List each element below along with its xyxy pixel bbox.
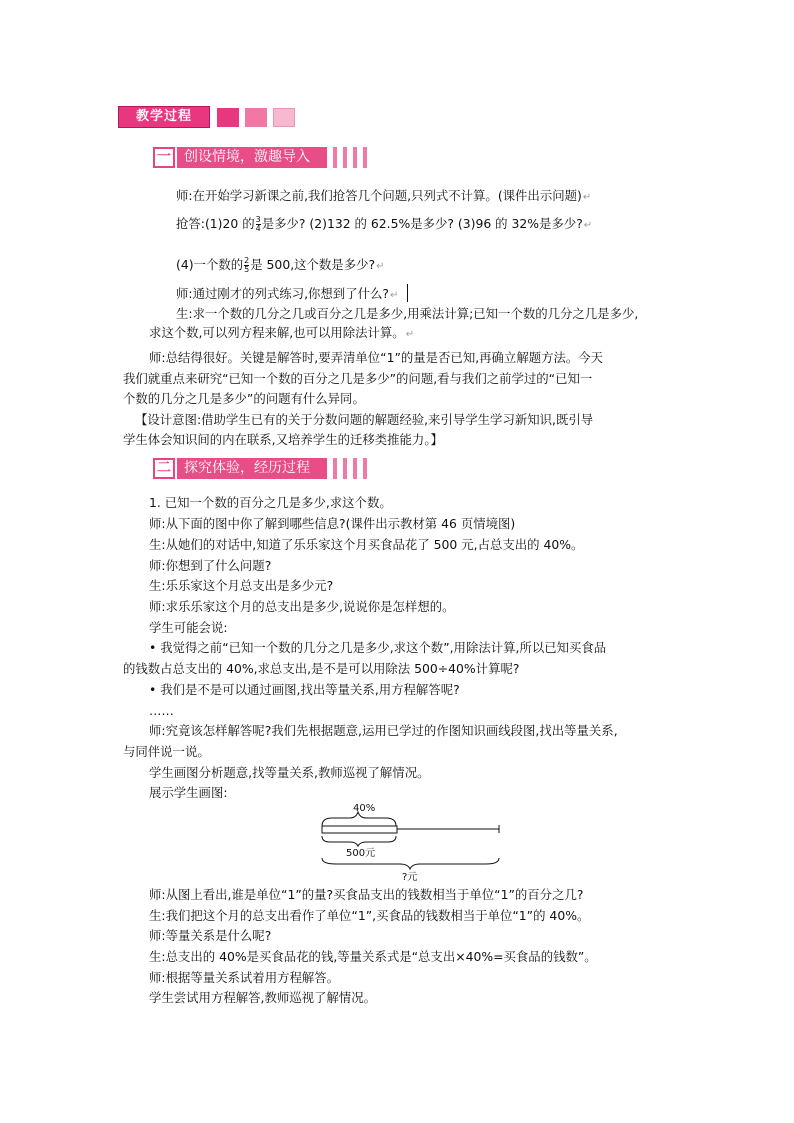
bullet-item-continued: 的钱数占总支出的 40%,求总支出,是不是可以用除法 500÷40%计算呢? — [123, 661, 520, 676]
paragraph: 师:等量关系是什么呢? — [149, 928, 272, 943]
text: 师:在开始学习新课之前,我们抢答几个问题,只列式不计算。(课件出示问题) — [176, 188, 582, 203]
section-1-heading — [153, 147, 368, 168]
paragraph: 1. 已知一个数的百分之几是多少,求这个数。 — [149, 495, 392, 510]
stripe — [343, 147, 347, 168]
paragraph: 学生可能会说: — [149, 620, 228, 635]
paragraph: 生:总支出的 40%是买食品花的钱,等量关系式是“总支出×40%=买食品的钱数”。 — [149, 949, 597, 964]
paragraph: 师:从下面的图中你了解到哪些信息?(课件出示教材第 46 页情境图) — [149, 516, 516, 531]
food-segment — [322, 826, 397, 833]
paragraph: 师:你想到了什么问题? — [149, 558, 272, 573]
text: 是多少? (2)132 的 62.5%是多少? (3)96 的 32%是多少? — [261, 216, 583, 231]
denominator: 4 — [255, 224, 261, 233]
paragraph: 生:从她们的对话中,知道了乐乐家这个月买食品花了 500 元,占总支出的 40%。 — [149, 537, 584, 552]
return-mark: ↵ — [376, 261, 385, 272]
paragraph: 个数的几分之几是多少”的问题有什么异同。 — [123, 391, 365, 406]
stripe — [353, 458, 357, 479]
return-mark: ↵ — [582, 192, 592, 203]
text: 是 500,这个数是多少? — [250, 257, 376, 272]
paragraph — [149, 325, 414, 343]
paragraph: 师:从图上看出,谁是单位“1”的量?买食品支出的钱数相当于单位“1”的百分之几? — [149, 887, 584, 902]
section-2-number: 二 — [153, 458, 175, 479]
paragraph: 学生尝试用方程解答,教师巡视了解情况。 — [149, 990, 376, 1005]
top-brace — [322, 812, 396, 826]
label-40-percent: 40% — [353, 803, 376, 814]
paragraph — [176, 188, 591, 206]
paragraph: 师:总结得很好。关键是解答时,要弄清单位“1”的量是否已知,再确立解题方法。今天 — [149, 350, 604, 365]
label-500-yuan: 500元 — [346, 848, 376, 859]
ellipsis: …… — [149, 703, 174, 718]
header-square-2 — [245, 108, 267, 127]
text: 抢答:(1)20 的 — [176, 216, 255, 231]
stripe — [353, 147, 357, 168]
text-cursor — [407, 284, 408, 302]
paragraph: 与同伴说一说。 — [123, 744, 210, 759]
design-note: 学生体会知识间的内在联系,又培养学生的迁移类推能力。】 — [123, 432, 443, 447]
section-header-title: 教学过程 — [118, 106, 210, 128]
paragraph: 生:乐乐家这个月总支出是多少元? — [149, 578, 334, 593]
fraction — [256, 216, 261, 233]
paragraph: 师:求乐乐家这个月的总支出是多少,说说你是怎样想的。 — [149, 599, 455, 614]
bullet-item: • 我们是不是可以通过画图,找出等量关系,用方程解答呢? — [149, 682, 460, 697]
section-1-title: 创设情境，激趣导入 — [177, 147, 327, 168]
quiz-questions — [176, 216, 592, 234]
numerator: 3 — [255, 215, 261, 224]
fraction — [244, 257, 249, 274]
section-1-number: 一 — [153, 147, 175, 168]
stripe — [363, 147, 367, 168]
paragraph: 生:求一个数的几分之几或百分之几是多少,用乘法计算;已知一个数的几分之几是多少, — [176, 306, 639, 321]
segment-diagram-svg — [316, 800, 506, 882]
section-2-heading — [153, 458, 368, 479]
paragraph: 学生画图分析题意,找等量关系,教师巡视了解情况。 — [149, 765, 430, 780]
paragraph: 展示学生画图: — [149, 785, 228, 800]
segment-diagram — [316, 800, 506, 882]
label-unknown-yuan: ?元 — [402, 872, 418, 882]
paragraph: 师:根据等量关系试着用方程解答。 — [149, 970, 340, 985]
quiz-question-4 — [176, 257, 384, 275]
header-square-1 — [217, 108, 239, 127]
paragraph — [176, 286, 398, 304]
denominator: 5 — [244, 265, 250, 274]
stripe — [363, 458, 367, 479]
bullet-item: • 我觉得之前“已知一个数的几分之几是多少,求这个数”,用除法计算,所以已知买食品 — [149, 640, 607, 655]
stripe — [343, 458, 347, 479]
return-mark: ↵ — [583, 220, 593, 231]
bottom-brace — [322, 858, 499, 869]
header-square-3 — [273, 108, 295, 127]
paragraph: 生:我们把这个月的总支出看作了单位“1”,买食品的钱数相当于单位“1”的 40%。 — [149, 908, 590, 923]
text: 师:通过刚才的列式练习,你想到了什么? — [176, 286, 389, 301]
design-note: 【设计意图:借助学生已有的关于分数问题的解题经验,来引导学生学习新知识,既引导 — [135, 412, 594, 427]
paragraph: 我们就重点来研究“已知一个数的百分之几是多少”的问题,看与我们之前学过的“已知一 — [123, 371, 593, 386]
return-mark: ↵ — [389, 290, 399, 301]
mid-brace — [322, 836, 396, 846]
section-2-title: 探究体验，经历过程 — [177, 458, 327, 479]
return-mark: ↵ — [405, 329, 415, 340]
stripe — [333, 458, 337, 479]
numerator: 2 — [244, 256, 250, 265]
paragraph: 师:究竟该怎样解答呢?我们先根据题意,运用已学过的作图知识画线段图,找出等量关系, — [149, 723, 618, 738]
text: 求这个数,可以列方程来解,也可以用除法计算。 — [149, 325, 405, 340]
stripe — [333, 147, 337, 168]
text: (4)一个数的 — [176, 257, 244, 272]
